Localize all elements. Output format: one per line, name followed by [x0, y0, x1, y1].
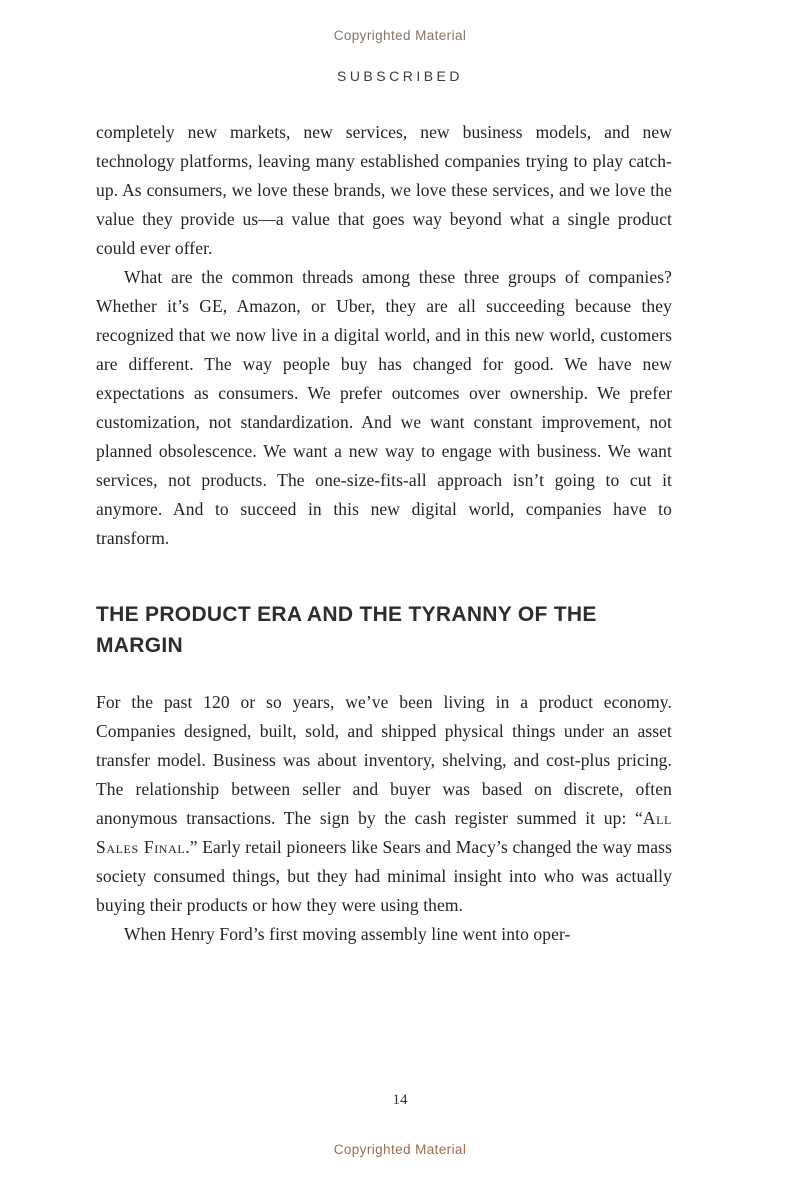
page-body	[96, 118, 672, 949]
paragraph-4: When Henry Ford’s first moving assembly line went into oper-	[124, 924, 571, 944]
paragraph-3-text: For the past 120 or so years, we’ve been living in a product economy. Companies designed, built, sold, and shipped physical things under an asset transfer model. Business was about inventory, shelving, and cost-plus pricing. The relationship between seller and buyer was based on discrete, often anonymous transactions. The sign by the cash register summed it up: “	[96, 692, 672, 828]
copyright-notice-top: Copyrighted Material	[333, 28, 467, 43]
copyright-notice-bottom: Copyrighted Material	[333, 1142, 467, 1157]
paragraph-3	[96, 688, 672, 920]
page-number: 14	[392, 1092, 408, 1108]
running-head: SUBSCRIBED	[336, 68, 464, 84]
section-heading-line-1: THE PRODUCT ERA AND THE TYRANNY OF THE	[96, 603, 597, 626]
paragraph-3-smallcaps: All Sales Final	[96, 808, 672, 857]
paragraph-1: completely new markets, new services, new business models, and new technology platforms, leaving many established companies trying to play catch-up. As consumers, we love these brands, we love these services, and we love the value they provide us—a value that goes way beyond what a single product could ever offer.	[96, 122, 672, 258]
paragraph-2: What are the common threads among these three groups of companies? Whether it’s GE, Amazon, or Uber, they are all succeeding because they recognized that we now live in a digital world, and in this new world, customers are different. The way people buy has changed for good. We have new expectations as consumers. We prefer outcomes over ownership. We prefer customization, not standardization. And we want constant improvement, not planned obsolescence. We want a new way to engage with business. We want services, not products. The one-size-fits-all approach isn’t going to cut it anymore. And to succeed in this new digital world, companies have to transform.	[96, 267, 672, 548]
paragraph-3-text-cont: .” Early retail pioneers like Sears and Macy’s changed the way mass society consumed things, but they had minimal insight into who was actually buying their products or how they were using them.	[96, 837, 672, 915]
section-heading-line-2: MARGIN	[96, 634, 183, 657]
section-heading	[96, 599, 672, 661]
